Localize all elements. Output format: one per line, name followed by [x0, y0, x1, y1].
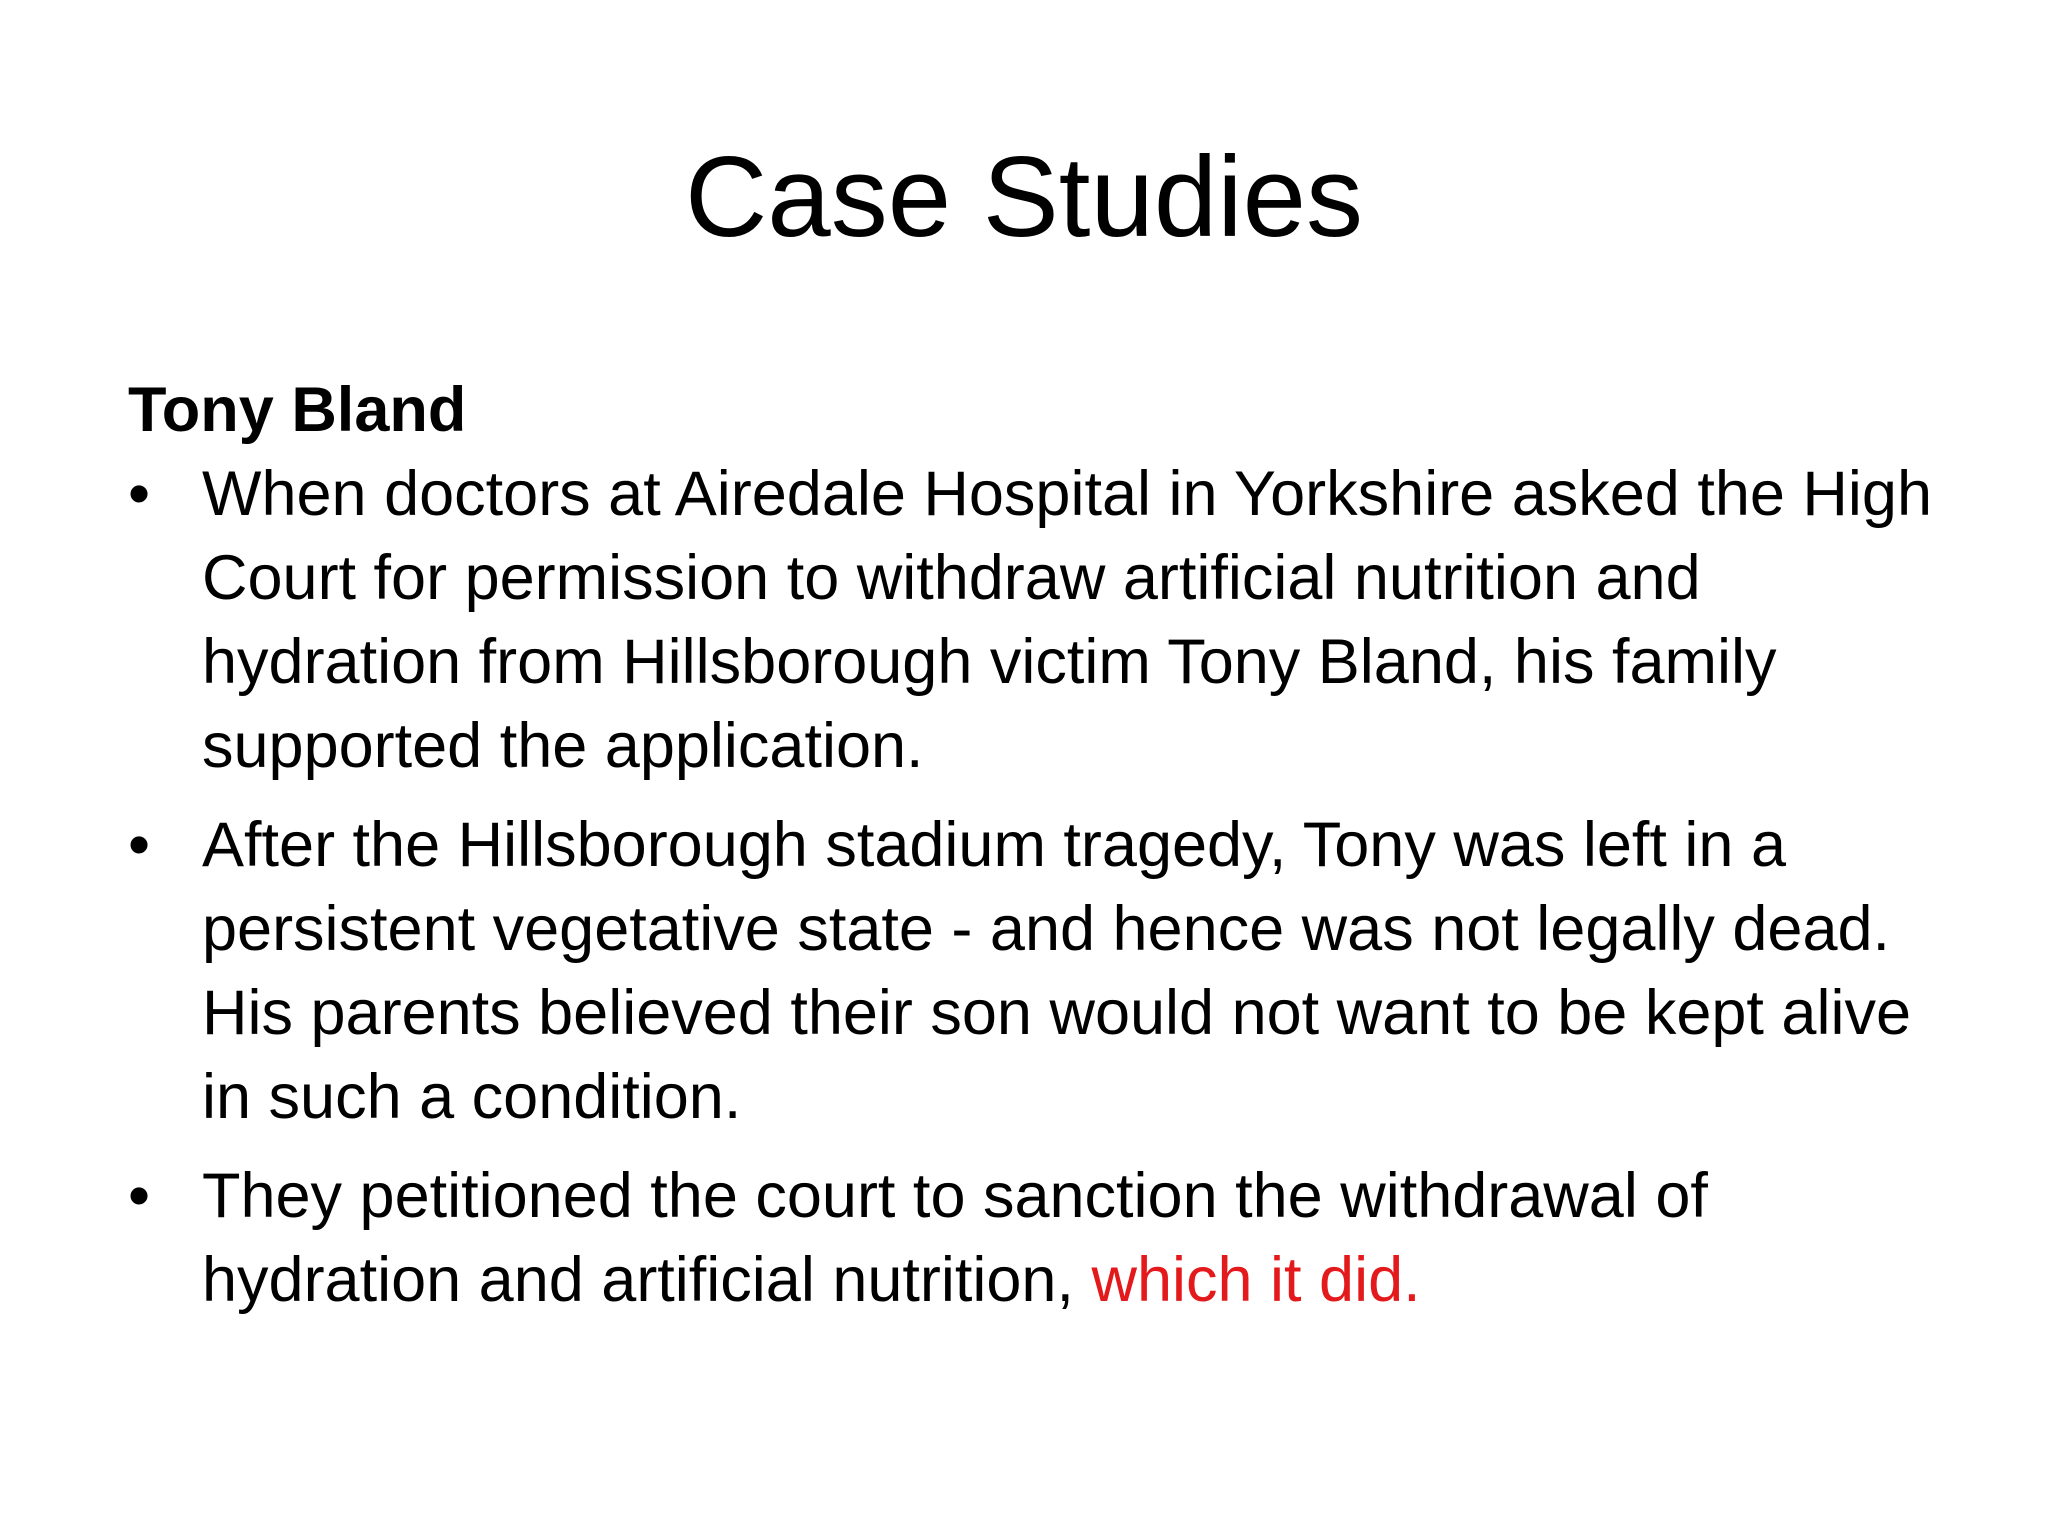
- bullet-item: [128, 452, 1948, 788]
- bullet-item: [128, 1154, 1948, 1322]
- bullet-icon: •: [128, 1161, 151, 1231]
- bullet-text: After the Hillsborough stadium tragedy, Tony was left in a persistent vegetative state - and hence was not legally dead. His parents believed their son would not want to be kept alive in such a condition.: [202, 810, 1911, 1132]
- slide-title: Case Studies: [684, 134, 1364, 261]
- slide-content: [128, 368, 1948, 1322]
- bullet-item: [128, 803, 1948, 1139]
- highlighted-text: which it did.: [1091, 1245, 1421, 1315]
- bullet-icon: •: [128, 810, 151, 880]
- bullet-list: [128, 452, 1948, 1322]
- bullet-icon: •: [128, 459, 151, 529]
- bullet-text: They petitioned the court to sanction the withdrawal of hydration and artificial nutrition,: [202, 1161, 1708, 1315]
- bullet-text: When doctors at Airedale Hospital in Yorkshire asked the High Court for permission to withdraw artificial nutrition and hydration from Hillsborough victim Tony Bland, his family supported the application.: [202, 459, 1932, 781]
- case-subheading: Tony Bland: [128, 375, 467, 445]
